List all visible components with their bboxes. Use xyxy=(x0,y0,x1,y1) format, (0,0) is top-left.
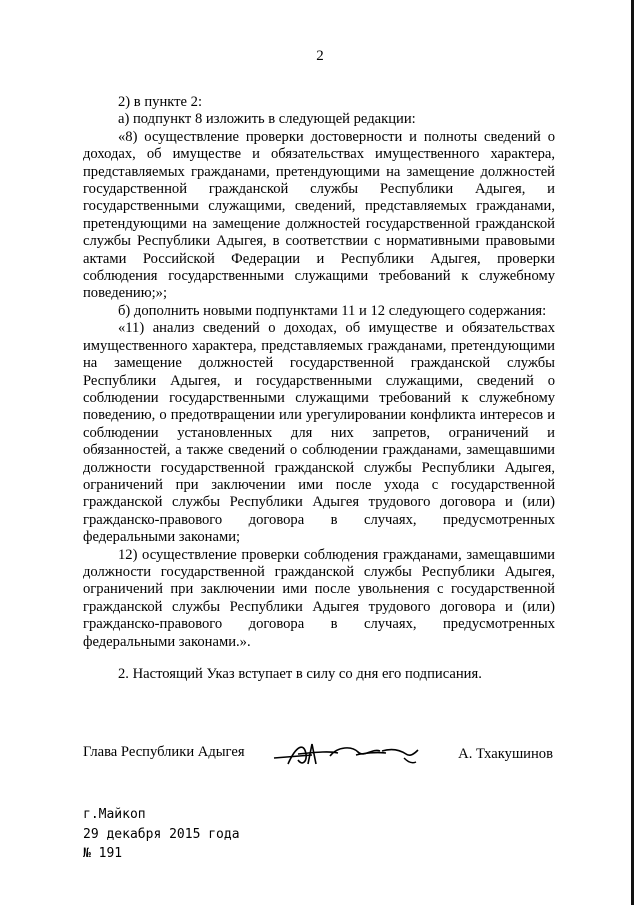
footer-date: 29 декабря 2015 года xyxy=(83,826,240,842)
scan-edge xyxy=(631,0,634,905)
paragraph-subpoint-12: 12) осуществление проверки соблюдения гражданами, замещавшими должности государственной гражданской службы Республики Адыгея, ограничений при заключении ими после увольнения с государственной гражданской службы Республики Адыгея трудового договора и (или) гражданско-правового договора в случаях, предусмотренных федеральными законами.». xyxy=(83,546,555,650)
signature-block xyxy=(83,738,553,774)
document-body xyxy=(83,94,555,683)
paragraph-effective-date: 2. Настоящий Указ вступает в силу со дня его подписания. xyxy=(118,666,482,682)
signatory-name: А. Тхакушинов xyxy=(458,746,553,762)
paragraph-item-2: 2) в пункте 2: xyxy=(118,94,203,110)
paragraph-subpoint-8: «8) осуществление проверки достоверности и полноты сведений о доходах, об имуществе и обязательствах имущественного характера, представляемых гражданами, претендующими на замещение должностей государственной гражданской службы Республики Адыгея, и государственными служащими, сведений, представляемых гражданами, претендующими на замещение должностей государственной гражданской службы Республики Адыгея, в соответствии с нормативными правовыми актами Российской Федерации и Республики Адыгея, проверки соблюдения государственными служащими требований к служебному поведению;»; xyxy=(83,128,555,302)
paragraph-subpoint-11: «11) анализ сведений о доходах, об имуществе и обязательствах имущественного характера, представляемых гражданами, претендующими на замещение должностей государственной гражданской службы Республики Адыгея, и государственными служащими, сведений о соблюдении государственными служащими требований к служебному поведению, о предотвращении или урегулировании конфликта интересов и соблюдении установленных для них запретов, ограничений и обязанностей, а также сведений о соблюдении гражданами, замещавшими должности государственной гражданской службы Республики Адыгея, ограничений при заключении ими после ухода с государственной гражданской службы Республики Адыгея трудового договора и (или) гражданско-правового договора в случаях, предусмотренных федеральными законами; xyxy=(83,320,555,546)
document-footer xyxy=(83,805,240,864)
page-number: 2 xyxy=(316,48,324,64)
signatory-title: Глава Республики Адыгея xyxy=(83,744,245,760)
handwritten-signature xyxy=(268,738,428,772)
footer-number: № 191 xyxy=(83,846,123,861)
footer-city: г.Майкоп xyxy=(83,807,146,822)
paragraph-subitem-a: а) подпункт 8 изложить в следующей редакции: xyxy=(118,111,416,128)
paragraph-subitem-b: б) дополнить новыми подпунктами 11 и 12 следующего содержания: xyxy=(118,302,547,319)
